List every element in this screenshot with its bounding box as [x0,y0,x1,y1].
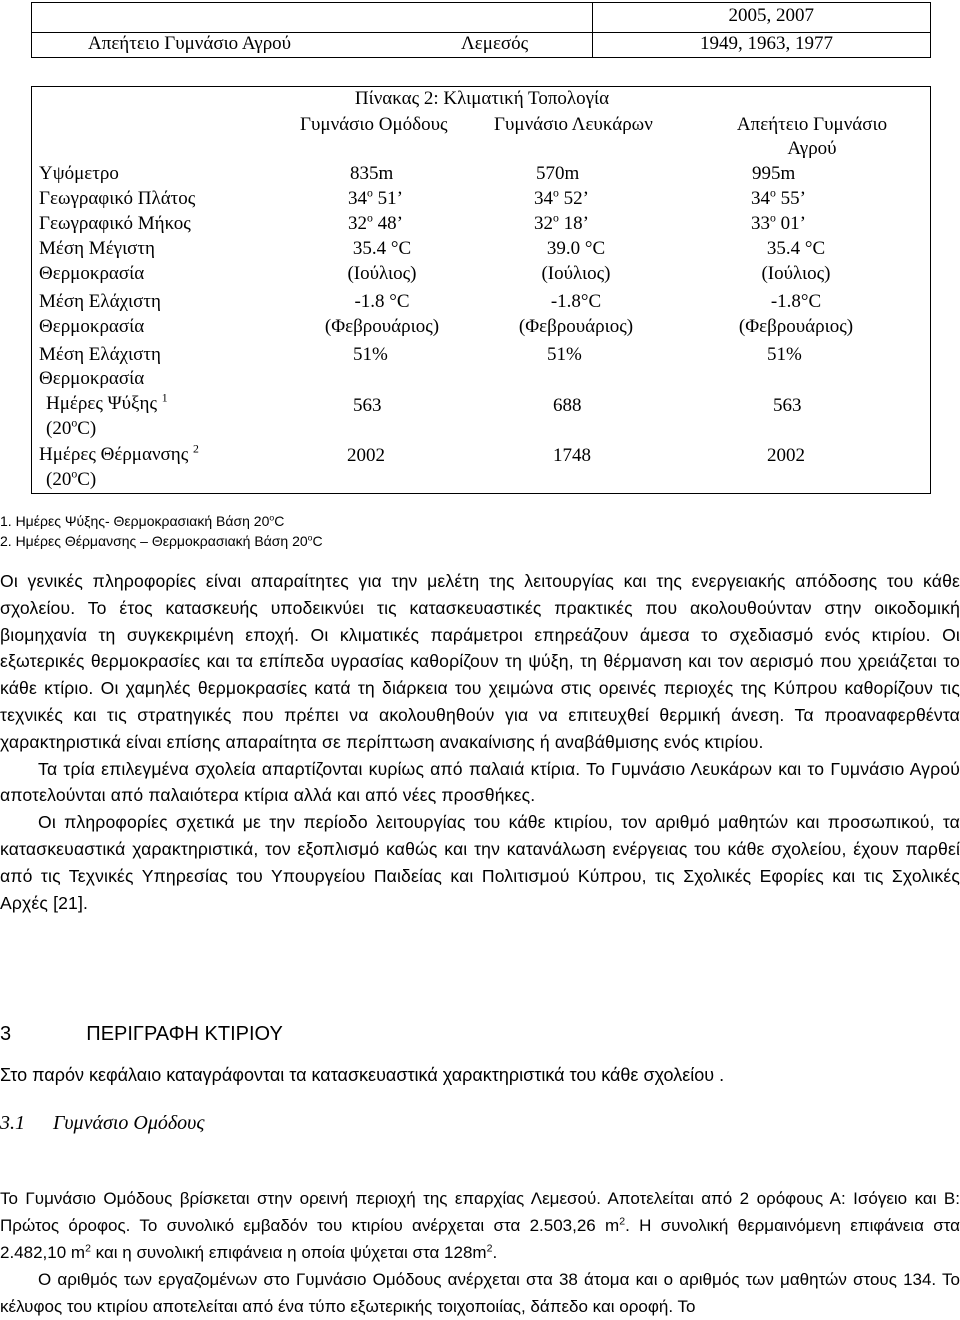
min-temp-agros: -1.8°C [770,291,822,312]
paragraph-omodos-staff: Ο αριθμός των εργαζομένων στο Γυμνάσιο Ομόδους ανέρχεται στα 38 άτομα και ο αριθμός των μαθητών στους 134. Το κέλυφος του κτιρίου αποτελείται από ένα τύπο εξωτερικής τοιχοποιίας, δάπεδο και οροφή. Το [0,1270,960,1316]
section-3-1-title: Γυμνάσιο Ομόδους [53,1112,205,1134]
table-caption: Πίνακας 2: Κλιματική Τοπολογία [354,88,610,109]
section-3-1-number: 3.1 [0,1112,25,1134]
min-temp-lefkara: -1.8°C [550,291,602,312]
min-temp-omodos-month: (Φεβρουάριος) [324,316,440,337]
body-text [0,568,960,916]
max-temp-omodos-month: (Ιούλιος) [347,263,417,284]
row-label-cooling-1: Ημέρες Ψύξης $^1$ [46,391,168,414]
altitude-lefkara: 570m [536,163,580,184]
altitude-omodos: 835m [350,163,394,184]
paragraph-general-info: Οι γενικές πληροφορίες είναι απαραίτητες για την μελέτη της λειτουργίας και της ενεργειακής απόδοσης του κάθε σχολείου. Το έτος κατασκευής υποδεικνύει τις κατασκευαστικές πρακτικές που ακολουθούνταν στην οικοδομική βιομηχανία τη συγκεκριμένη εποχή. Οι κλιματικές παράμετροι επηρεάζουν άμεσα το σχεδιασμό ενός κτιρίου. Οι εξωτερικές θερμοκρασίες και τα επίπεδα υγρασίας καθορίζουν τη ψύξη, τη θέρμανση και τον αερισμό που χρειάζεται το κάθε κτίριο. Οι χαμηλές θερμοκρασίες κατά τη διάρκεια του χειμώνα στις ορεινές περιοχές της Κύπρου καθορίζουν τις τεχνικές και τις στρατηγικές που πρέπει να ακολουθηθούν για να επιτευχθεί θερμική άνεση. Τα προαναφερθέντα χαρακτηριστικά είναι επίσης απαραίτητα σε περίπτωση ανακαίνισης ή αναβάθμισης ενός κτιρίου. [0,571,960,752]
paragraph-schools: Τα τρία επιλεγμένα σχολεία απαρτίζονται κυρίως από παλαιά κτίρια. Το Γυμνάσιο Λευκάρων και το Γυμνάσιο Αγρού αποτελούνται από παλαιότερα κτίρια αλλά και από νέες προσθήκες. [0,758,960,806]
col-header-lefkara: Γυμνάσιο Λευκάρων [494,114,653,135]
longitude-agros: 33$^o$ 01’ [751,211,806,234]
district: Λεμεσός [461,33,529,54]
latitude-agros: 34$^o$ 55’ [751,186,806,209]
min-temp-agros-month: (Φεβρουάριος) [738,316,854,337]
paragraph-sources: Οι πληροφορίες σχετικά με την περίοδο λειτουργίας του κάθε κτιρίου, τον αριθμό μαθητών και προσωπικού, τα κατασκευαστικά χαρακτηριστικά, τον εξοπλισμό καθώς και την κατανάλωση ενέργειας του κάθε σχολείου, έχουν παρθεί από τις Τεχνικές Υπηρεσίας του Υπουργείου Παιδείας και Πολιτισμού Κύπρου, τις Σχολικές Εφορίες και τις Σχολικές Αρχές [21]. [0,812,960,913]
humidity-agros: 51% [767,344,802,365]
cooling-lefkara: 688 [553,395,582,416]
max-temp-agros: 35.4 °C [766,238,826,259]
section-3-number: 3 [0,1023,12,1045]
col-header-agros-2: Αγρού [787,138,837,159]
max-temp-lefkara: 39.0 °C [546,238,606,259]
cooling-agros: 563 [773,395,802,416]
longitude-lefkara: 32$^o$ 18’ [534,211,589,234]
table-divider [592,3,593,57]
footnote-1: 1. Ημέρες Ψύξης- Θερμοκρασιακή Βάση 20$^o$C [0,512,285,529]
col-header-agros-1: Απεήτειο Γυμνάσιο [736,114,888,135]
latitude-omodos: 34$^o$ 51’ [348,186,403,209]
latitude-lefkara: 34$^o$ 52’ [534,186,589,209]
section-3-heading [0,1023,283,1046]
row-label-latitude: Γεωγραφικό Πλάτος [39,188,196,209]
heating-omodos: 2002 [347,445,385,466]
row-label-cooling-2: (20$^o$C) [46,416,97,439]
row-label-max-temp-1: Μέση Μέγιστη [39,238,155,259]
altitude-agros: 995m [752,163,796,184]
col-header-omodos: Γυμνάσιο Ομόδους [300,114,448,135]
row-label-max-temp-2: Θερμοκρασία [39,263,145,284]
row-label-min-temp-2: Θερμοκρασία [39,316,145,337]
row-label-heating-1: Ημέρες Θέρμανσης $^2$ [39,442,199,465]
max-temp-lefkara-month: (Ιούλιος) [541,263,611,284]
row-label-min-temp-1: Μέση Ελάχιστη [39,291,161,312]
max-temp-agros-month: (Ιούλιος) [761,263,831,284]
section-3-intro: Στο παρόν κεφάλαιο καταγράφονται τα κατασκευαστικά χαρακτηριστικά του κάθε σχολείου . [0,1065,725,1085]
max-temp-omodos: 35.4 °C [352,238,412,259]
row-label-humidity-2: Θερμοκρασία [39,368,145,389]
years: 1949, 1963, 1977 [700,33,833,54]
cooling-omodos: 563 [353,395,382,416]
row-label-altitude: Υψόμετρο [39,163,119,184]
climate-table [31,86,931,494]
school-name: Απεήτειο Γυμνάσιο Αγρού [88,33,292,54]
longitude-omodos: 32$^o$ 48’ [348,211,403,234]
min-temp-omodos: -1.8 °C [354,291,410,312]
min-temp-lefkara-month: (Φεβρουάριος) [518,316,634,337]
section-3-1-body [0,1185,960,1320]
humidity-lefkara: 51% [547,344,582,365]
section-3-1-heading [0,1112,204,1135]
years-top: 2005, 2007 [728,5,814,26]
paragraph-omodos-building: Το Γυμνάσιο Ομόδους βρίσκεται στην ορεινή περιοχή της επαρχίας Λεμεσού. Αποτελείται από 2 ορόφους Α: Ισόγειο και Β: Πρώτος όροφος. Το συνολικό εμβαδόν του κτιρίου ανέρχεται στα 2.503,26 $m^2$. Η συνολική θερμαινόμενη επιφάνεια στα 2.482,10 $m^2$ και η συνολική επιφάνεια η οποία ψύχεται στα $128m^2$. [0,1189,960,1262]
row-label-longitude: Γεωγραφικό Μήκος [39,213,191,234]
humidity-omodos: 51% [353,344,388,365]
row-label-humidity-1: Μέση Ελάχιστη [39,344,161,365]
heating-agros: 2002 [767,445,805,466]
row-label-heating-2: (20$^o$C) [46,467,97,490]
school-info-table [31,2,931,58]
footnote-2: 2. Ημέρες Θέρμανσης – Θερμοκρασιακή Βάση 20$^o$C [0,532,323,549]
section-3-title: ΠΕΡΙΓΡΑΦΗ ΚΤΙΡΙΟΥ [86,1023,283,1045]
heating-lefkara: 1748 [553,445,591,466]
